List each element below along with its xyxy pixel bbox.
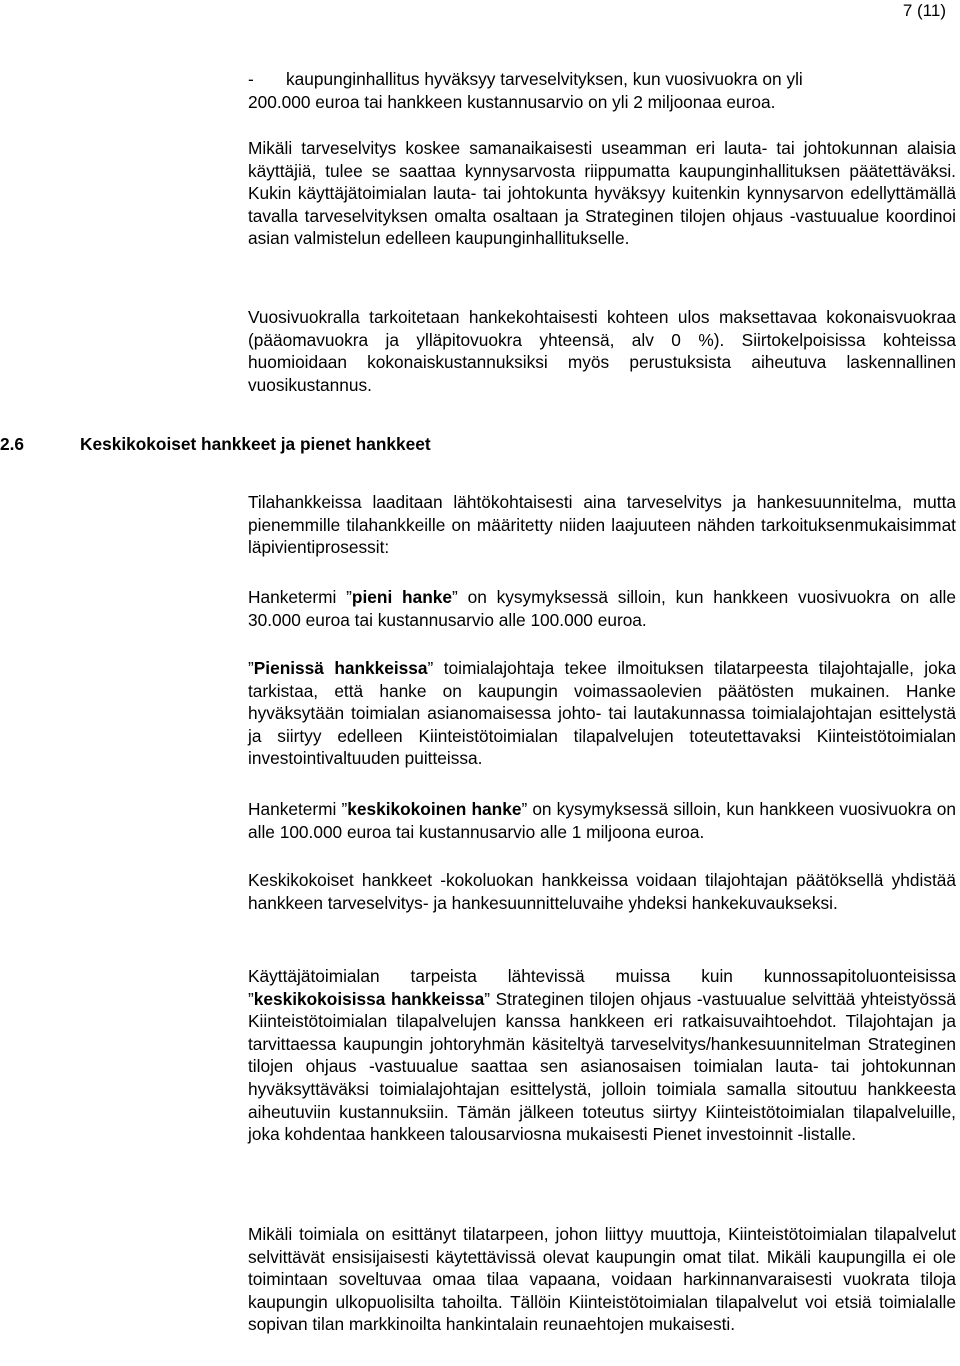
section-title: Keskikokoiset hankkeet ja pienet hankkeet xyxy=(80,434,431,454)
paragraph-8-post: ” Strateginen tilojen ohjaus -vastuualue selvittää yhteistyössä Kiinteistötoimialan tilapalvelujen kanssa hankkeen eri ratkaisuvaihtoehdot. Tilajohtajan ja tarvittaessa kaupungin johtoryhmän käsiteltyä tarveselvitys/hankesuunnitelman Strateginen tilojen ohjaus -vastuualue saattaa sen asianosaisen toimialan lauta- tai johtokunnan hyväksyttäväksi toimialajohtajan esittelystä, jolloin toimiala samalla sitoutuu hankkeesta aiheutuviin kustannuksiin. Tämän jälkeen toteutus siirtyy Kiinteistötoimialan tilapalveluille, joka kohdentaa hankkeen talousarviosna mukaisesti Pienet investoinnit -listalle. xyxy=(248,988,957,1145)
section-number: 2.6 xyxy=(0,434,25,454)
paragraph-5-pre: ” xyxy=(248,658,254,678)
bullet-item xyxy=(248,68,956,113)
bullet-text-line2: 200.000 euroa tai hankkeen kustannusarvio on yli 2 miljoonaa euroa. xyxy=(248,91,776,112)
paragraph-4-post: ” on kysymyksessä silloin, kun hankkeen vuosivuokra on alle 30.000 euroa tai kustannusarvio alle 100.000 euroa. xyxy=(248,587,957,630)
paragraph-9 xyxy=(248,1223,956,1336)
page-number: 7 (11) xyxy=(902,1,946,20)
paragraph-2 xyxy=(248,306,956,396)
paragraph-4-pre: Hanketermi ” xyxy=(248,587,352,607)
paragraph-6-post: ” on kysymyksessä silloin, kun hankkeen vuosivuokra on alle 100.000 euroa tai kustannusarvio alle 1 miljoona euroa. xyxy=(248,799,956,842)
paragraph-9-text: Mikäli toimiala on esittänyt tilatarpeen, johon liittyy muuttoja, Kiinteistötoimialan tilapalvelut selvittävät ensisijaisesti käytettävissä olevat kaupungin omat tilat. Mikäli kaupungilla ei ole toimintaan soveltuvaa omaa tilaa vapaana, voidaan harkinnanvaraisesti vuokrata tiloja kaupungin ulkopuolisilta tahoilta. Tällöin Kiinteistötoimialan tilapalvelut voi etsiä toimialalle sopivan tilan markkinoilta hankintalain reunaehtojen mukaisesti. xyxy=(248,1224,956,1335)
section-heading xyxy=(0,433,431,455)
paragraph-6-term: keskikokoinen hanke xyxy=(347,799,522,819)
paragraph-7 xyxy=(248,869,956,914)
paragraph-8-pre: Käyttäjätoimialan tarpeista lähtevissä muissa kuin kunnossapitoluonteisissa ” xyxy=(248,966,956,1009)
paragraph-1-text: Mikäli tarveselvitys koskee samanaikaisesti useamman eri lauta- tai johtokunnan alaisia käyttäjiä, tulee se saattaa kynnysarvosta riippumatta kaupunginhallituksen päätettäväksi. Kukin käyttäjätoimialan lauta- tai johtokunta hyväksyy kuitenkin kynnysarvon edellyttämällä tavalla tarveselvityksen omalta osaltaan ja Strateginen tilojen ohjaus -vastuualue koordinoi asian valmistelun edelleen kaupunginhallitukselle. xyxy=(248,138,956,249)
paragraph-6-pre: Hanketermi ” xyxy=(248,799,348,819)
paragraph-3-text: Tilahankkeissa laaditaan lähtökohtaisesti aina tarveselvitys ja hankesuunnitelma, mutta pienemmille tilahankkeille on määritetty niiden laajuuteen nähden tarkoituksenmukaisimmat läpivientiprosessit: xyxy=(248,492,956,558)
bullet-dash: - xyxy=(248,69,254,89)
bullet-text-line1: kaupunginhallitus hyväksyy tarveselvityksen, kun vuosivuokra on yli xyxy=(286,69,803,89)
paragraph-8 xyxy=(248,965,956,1146)
paragraph-4-term: pieni hanke xyxy=(351,587,453,607)
paragraph-8-term: keskikokoisissa hankkeissa xyxy=(253,988,485,1009)
paragraph-3 xyxy=(248,491,956,559)
paragraph-2-text: Vuosivuokralla tarkoitetaan hankekohtaisesti kohteen ulos maksettavaa kokonaisvuokraa (pääomavuokra ja ylläpitovuokra yhteensä, alv 0 %). Siirtokelpoisissa kohteissa huomioidaan kokonaiskustannuksiksi myös perustuksista aiheutuva laskennallinen vuosikustannus. xyxy=(248,307,956,395)
paragraph-1 xyxy=(248,137,956,250)
paragraph-7-text: Keskikokoiset hankkeet -kokoluokan hankkeissa voidaan tilajohtajan päätöksellä yhdistää hankkeen tarveselvitys- ja hankesuunnitteluvaihe yhdeksi hankekuvaukseksi. xyxy=(248,870,956,913)
paragraph-6 xyxy=(248,798,956,843)
paragraph-5 xyxy=(248,657,956,770)
paragraph-4 xyxy=(248,586,956,631)
paragraph-5-term: Pienissä hankkeissa xyxy=(253,658,428,678)
paragraph-5-post: ” toimialajohtaja tekee ilmoituksen tilatarpeesta tilajohtajalle, joka tarkistaa, että hanke on kaupungin voimassaolevien päätösten mukainen. Hanke hyväksytään toimialan asianomaisessa johto- tai lautakunnassa toimialajohtajan esittelystä ja siirtyy edelleen Kiinteistötoimialan tilapalvelujen toteutettavaksi Kiinteistötoimialan investointivaltuuden puitteissa. xyxy=(248,658,957,769)
